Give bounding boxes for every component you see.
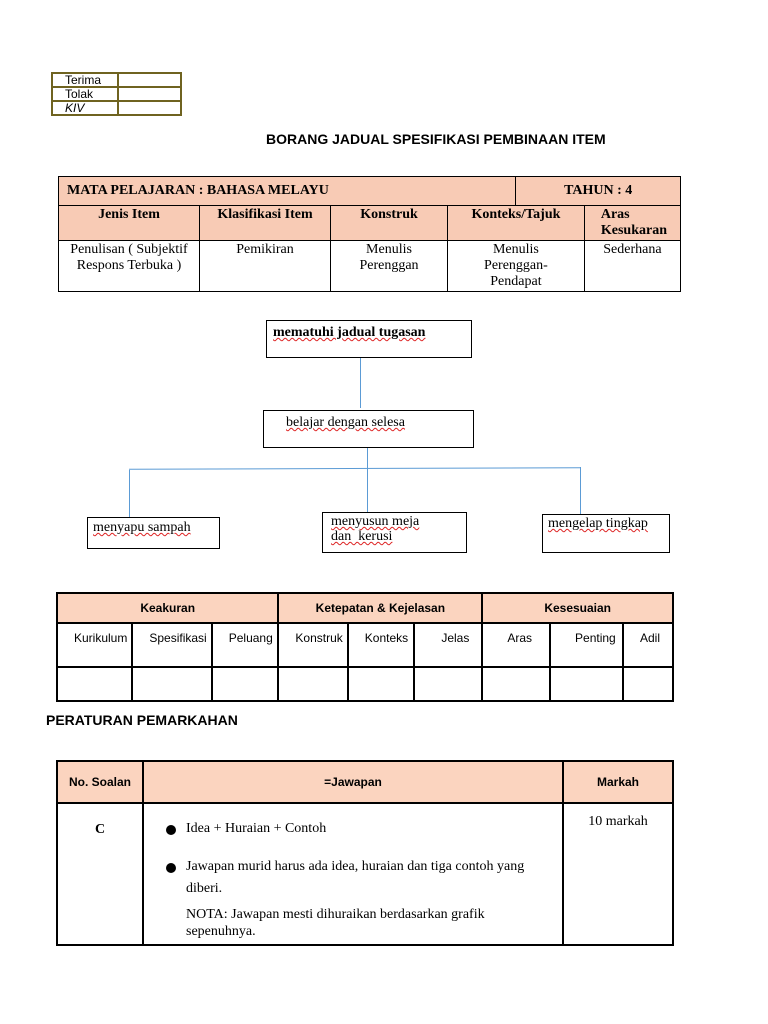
criteria-sub-penting: Penting [550,623,623,667]
criteria-cell[interactable] [278,667,347,701]
criteria-sub-jelas: Jelas [414,623,483,667]
marking-header-marks: Markah [563,761,673,803]
spec-year: TAHUN : 4 [516,177,681,206]
status-terima: Terima [52,73,118,87]
spec-subject: MATA PELAJARAN : BAHASA MELAYU [59,177,516,206]
criteria-table [56,592,674,702]
node-left [87,517,220,549]
spec-header-jenis: Jenis Item [59,206,200,241]
marking-question: C [57,803,143,945]
spec-header-konstruk: Konstruk [331,206,448,241]
criteria-cell[interactable] [132,667,211,701]
status-tolak-value[interactable] [118,87,181,101]
answer-bullet-2: Jawapan murid harus ada idea, huraian dan tiga contoh yang diberi. [166,856,542,900]
criteria-cell[interactable] [550,667,623,701]
spec-value-klasifikasi: Pemikiran [200,241,331,292]
criteria-cell[interactable] [57,667,132,701]
node-right-label: mengelap tingkap [548,516,648,531]
connector-middle [367,447,368,513]
spec-header-konteks: Konteks/Tajuk [448,206,585,241]
connector-right [580,467,581,514]
connector-left [129,470,130,517]
node-top-label: mematuhi jadual tugasan [273,325,426,340]
spec-table [58,176,681,292]
criteria-sub-adil: Adil [623,623,673,667]
node-center-label-1: menyusun meja [331,514,420,529]
node-left-label: menyapu sampah [93,520,191,535]
section-heading: PERATURAN PEMARKAHAN [46,712,238,728]
criteria-sub-peluang: Peluang [212,623,279,667]
criteria-cell[interactable] [348,667,414,701]
answer-bullet-1: Idea + Huraian + Contoh [166,818,542,840]
criteria-sub-aras: Aras [482,623,550,667]
status-terima-value[interactable] [118,73,181,87]
spec-value-jenis: Penulisan ( Subjektif Respons Terbuka ) [59,241,200,292]
marking-table [56,760,674,946]
node-middle-label: belajar dengan selesa [286,415,405,430]
node-right [542,514,670,553]
spec-value-konteks: Menulis Perenggan-Pendapat [448,241,585,292]
connector-top [360,358,361,408]
spec-value-konstruk: Menulis Perenggan [331,241,448,292]
criteria-group-kesesuaian: Kesesuaian [482,593,673,623]
marking-header-no: No. Soalan [57,761,143,803]
connector-horizontal [129,467,581,470]
status-kiv-value[interactable] [118,101,181,115]
node-top [266,320,472,358]
node-center [322,512,467,553]
spec-header-klasifikasi: Klasifikasi Item [200,206,331,241]
criteria-cell[interactable] [212,667,279,701]
status-box [51,72,182,116]
marking-header-answer: =Jawapan [143,761,563,803]
page-title: BORANG JADUAL SPESIFIKASI PEMBINAAN ITEM [266,131,606,147]
criteria-sub-konteks: Konteks [348,623,414,667]
criteria-cell[interactable] [482,667,550,701]
spec-value-aras: Sederhana [584,241,680,292]
marking-marks: 10 markah [563,803,673,945]
criteria-sub-spesifikasi: Spesifikasi [132,623,211,667]
criteria-cell[interactable] [414,667,483,701]
node-middle [263,410,474,448]
marking-answer [143,803,563,945]
status-kiv: KIV [52,101,118,115]
spec-header-aras: Aras Kesukaran [584,206,680,241]
criteria-sub-kurikulum: Kurikulum [57,623,132,667]
criteria-cell[interactable] [623,667,673,701]
criteria-group-ketepatan: Ketepatan & Kejelasan [278,593,482,623]
criteria-sub-konstruk: Konstruk [278,623,347,667]
node-center-label-2: dan kerusi [331,529,393,544]
answer-note: NOTA: Jawapan mesti dihuraikan berdasarkan grafik sepenuhnya. [186,907,485,939]
status-tolak: Tolak [52,87,118,101]
criteria-group-keakuran: Keakuran [57,593,278,623]
